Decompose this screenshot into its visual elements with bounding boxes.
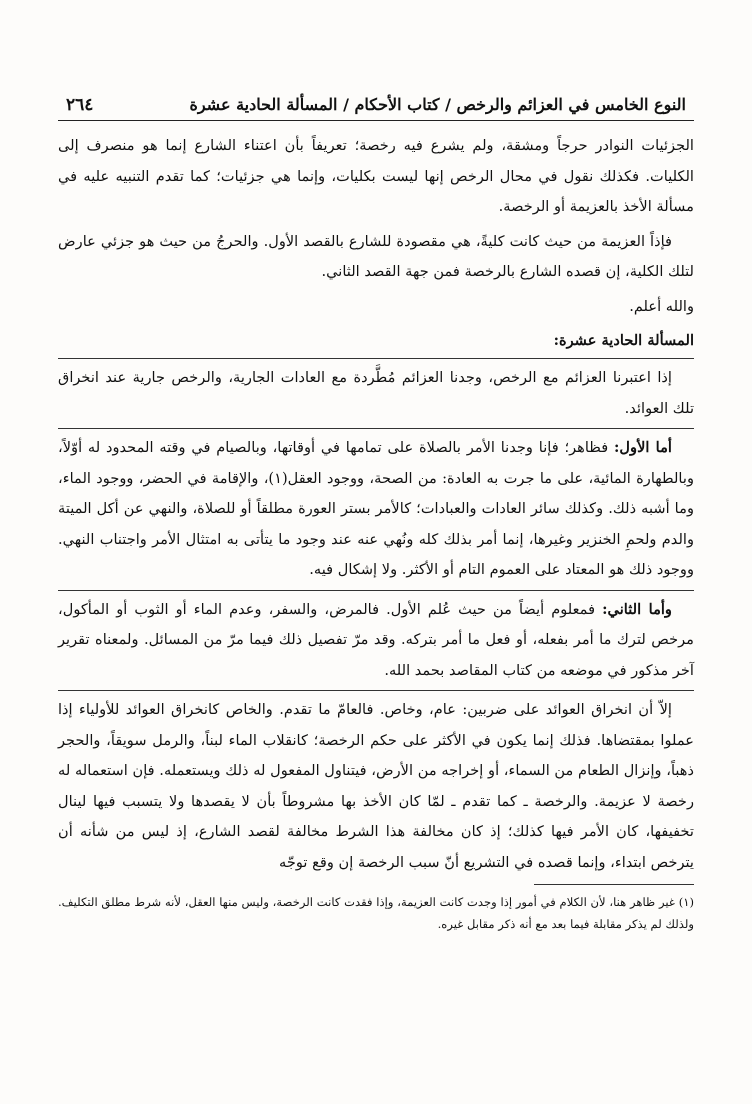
paragraph-body: فظاهر؛ فإنا وجدنا الأمر بالصلاة على تمامها في أوقاتها، وبالصيام في وقته المحدود له أوّلاً، وبالطهارة المائية، على ما جرت به العادة: من الصحة، ووجود العقل(١)، والإقامة في الحضر، ووجود الماء، وما أشبه ذلك. وكذلك سائر العادات والعبادات؛ كالأمر بستر العورة مطلقاً أو للصلاة، والنهي عن أكل الميتة والدم ولحمِ الخنزير وغيرها، إنما أمر بذلك كله ونُهي عنه عند وجود ما يتأتى به امتثال الأمر واجتناب النهي. ووجود ذلك هو المعتاد على العموم التام أو الأكثر. ولا إشكال فيه. <box>58 439 694 578</box>
paragraph-lead: أما الأول: <box>614 439 672 456</box>
section-divider <box>58 428 694 429</box>
paragraph <box>58 433 694 586</box>
footnote-rule <box>534 884 694 885</box>
paragraph: إذا اعتبرنا العزائم مع الرخص، وجدنا العزائم مُطَّردة مع العادات الجارية، والرخص جارية عند انخراق تلك العوائد. <box>58 369 694 417</box>
section-divider <box>58 590 694 591</box>
paragraph: والله أعلم. <box>629 297 694 315</box>
paragraph: إلاّ أن انخراق العوائد على ضربين: عام، وخاص. فالعامّ ما تقدم. والخاص كانخراق العوائد للأولياء إذا عملوا بمقتضاها. فذلك إنما يكون في الأكثر على حكم الرخصة؛ كانقلاب الماء لبناً، والرمل سويقاً، والحجر ذهباً، وإنزال الطعام من السماء، أو إخراجه من الأرض، فيتناول المفعول له ذلك ويستعمله. فإن استعماله له رخصة لا عزيمة. والرخصة ـ كما تقدم ـ لمّا كان الأخذ بها مشروطاً بأن لا يقصدها ولا يتسبب فيها لينال تخفيفها، كان الأمر فيها كذلك؛ إذ كان مخالفة هذا الشرط مخالفة لقصد الشارع، إذ ليس من شأنه أن يترخص ابتداء، وإنما قصده في التشريع أنّ سبب الرخصة إن وقع توجّه <box>58 701 694 871</box>
header-rule <box>58 120 694 121</box>
footnote-text: (١) غير ظاهر هنا، لأن الكلام في أمور إذا وجدت كانت العزيمة، وإذا فقدت كانت الرخصة، وليس منها العقل، لأنه شرط مطلق التكليف. ولذلك لم يذكر مقابلة فيما بعد مع أنه ذكر مقابل غيره. <box>58 895 695 931</box>
running-title: النوع الخامس في العزائم والرخص / كتاب الأحكام / المسألة الحادية عشرة <box>189 95 686 114</box>
paragraph-body: فمعلوم أيضاً من حيث عُلم الأول. فالمرض، والسفر، وعدم الماء أو الثوب أو المأكول، مرخص لترك ما أمر بفعله، أو فعل ما أمر بتركه. وقد مرّ تفصيل ذلك فيما مرّ من المسائل. ولمعناه تقرير آخر مذكور في موضعه من كتاب المقاصد بحمد الله. <box>58 600 694 679</box>
paragraph: فإذاً العزيمة من حيث كانت كليةً، هي مقصودة للشارع بالقصد الأول. والحرجُ من حيث هو جزئي عارض لتلك الكلية، إن قصده الشارع بالرخصة فمن جهة القصد الثاني. <box>58 232 694 280</box>
paragraph <box>58 595 694 687</box>
page-number: ٢٦٤ <box>66 95 94 115</box>
section-divider <box>58 690 694 691</box>
footnote <box>58 891 694 935</box>
running-header <box>58 92 694 120</box>
main-text <box>58 131 694 878</box>
paragraph-lead: وأما الثاني: <box>602 600 672 618</box>
paragraph: الجزئيات النوادر حرجاً ومشقة، ولم يشرع فيه رخصة؛ تعريفاً بأن اعتناء الشارع إنما هو منصرف إلى الكليات. فكذلك نقول في محال الرخص إنها ليست بكليات، وإنما هي جزئيات؛ كما تقدم التنبيه عليه في مسألة الأخذ بالعزيمة أو الرخصة. <box>58 137 694 215</box>
section-divider <box>58 358 694 359</box>
section-title: المسألة الحادية عشرة: <box>553 332 694 349</box>
